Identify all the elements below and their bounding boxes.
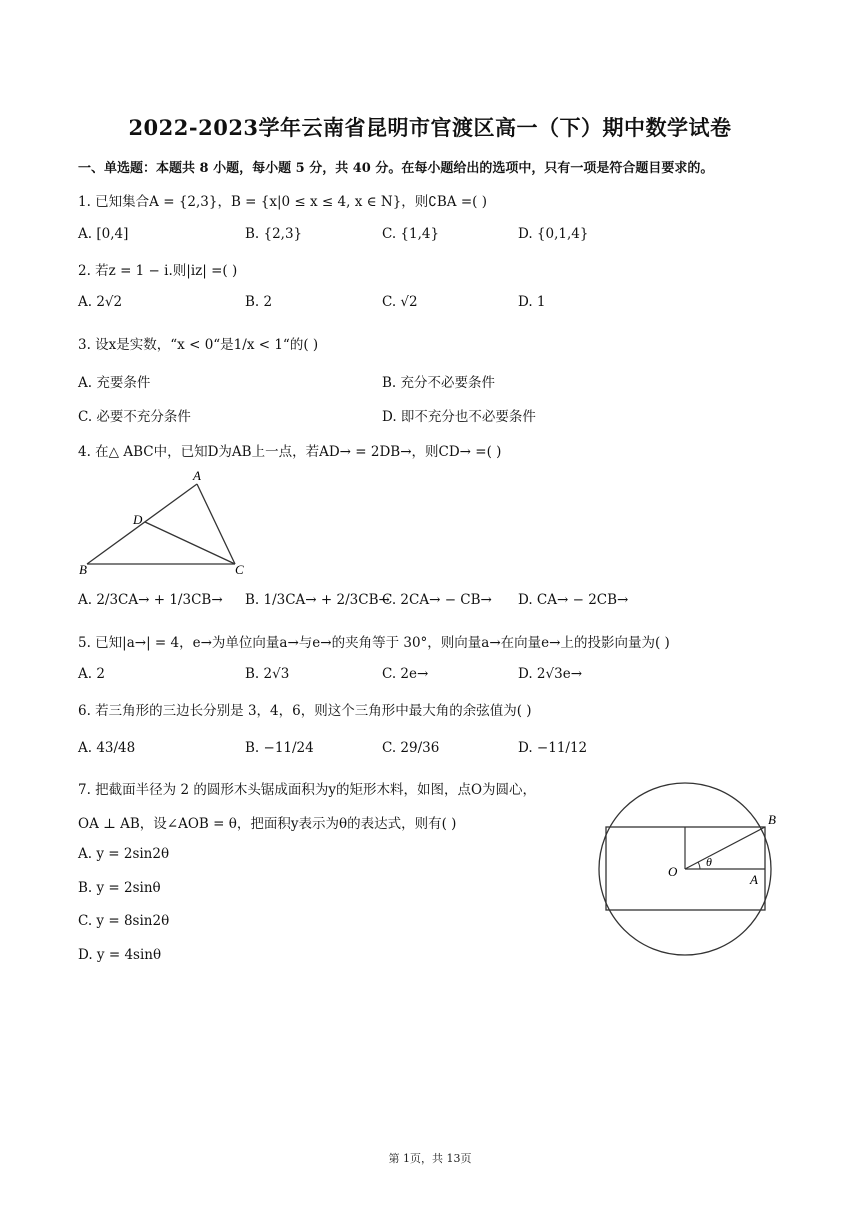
page-footer: 第 1页，共 13页 <box>388 1152 472 1165</box>
q4-option-b: B. 1/3CA→ + 2/3CB→ <box>245 592 390 608</box>
question-5-stem: 5. 已知|a→| = 4，e→为单位向量a→与e→的夹角等于 30°，则向量a→在向量e→上的投影向量为( ) <box>78 635 670 651</box>
q7-option-c: C. y = 8sin2θ <box>78 913 170 929</box>
q4-option-c: C. 2CA→ − CB→ <box>382 592 492 608</box>
q6-option-b: B. −11/24 <box>245 740 314 756</box>
triangle-figure <box>75 466 255 578</box>
label-a: A <box>750 872 758 887</box>
q5-option-d: D. 2√3e→ <box>518 666 583 682</box>
question-1-stem: 1. 已知集合A = {2,3}，B = {x|0 ≤ x ≤ 4, x ∈ N}，则∁BA =( ) <box>78 194 487 210</box>
question-2-stem: 2. 若z = 1 − i.则|iz| =( ) <box>78 263 238 279</box>
angle-arc <box>698 862 700 869</box>
label-b: B <box>768 812 776 827</box>
q2-option-c: C. √2 <box>382 294 418 310</box>
question-3-stem: 3. 设x是实数，“x < 0“是1/x < 1“的( ) <box>78 337 319 353</box>
question-7-stem: 7. 把截面半径为 2 的圆形木头锯成面积为y的矩形木料，如图，点O为圆心， <box>78 782 537 798</box>
q5-option-b: B. 2√3 <box>245 666 290 682</box>
q4-option-a: A. 2/3CA→ + 1/3CB→ <box>78 592 223 608</box>
q1-option-c: C. {1,4} <box>382 226 440 242</box>
q4-option-d: D. CA→ − 2CB→ <box>518 592 629 608</box>
question-6-stem: 6. 若三角形的三边长分别是 3，4，6，则这个三角形中最大角的余弦值为( ) <box>78 703 532 719</box>
q6-option-d: D. −11/12 <box>518 740 588 756</box>
label-a: A <box>193 468 201 483</box>
segment-cd <box>145 522 235 564</box>
side-ac <box>197 484 235 564</box>
q3-option-c: C. 必要不充分条件 <box>78 409 191 425</box>
label-theta: θ <box>706 855 712 869</box>
q7-option-d: D. y = 4sinθ <box>78 947 162 963</box>
q2-option-a: A. 2√2 <box>78 294 123 310</box>
q6-option-a: A. 43/48 <box>78 740 136 756</box>
q6-option-c: C. 29/36 <box>382 740 440 756</box>
label-d: D <box>133 512 143 527</box>
q1-option-d: D. {0,1,4} <box>518 226 589 242</box>
q1-option-a: A. [0,4] <box>78 226 129 242</box>
q3-option-b: B. 充分不必要条件 <box>382 375 496 391</box>
q7-option-a: A. y = 2sin2θ <box>78 846 170 862</box>
q7-option-b: B. y = 2sinθ <box>78 880 161 896</box>
question-7-stem-line2: OA ⊥ AB，设∠AOB = θ，把面积y表示为θ的表达式，则有( ) <box>78 816 457 832</box>
label-c: C <box>235 562 244 577</box>
q1-option-b: B. {2,3} <box>245 226 303 242</box>
section-heading: 一、单选题：本题共 8 小题，每小题 5 分，共 40 分。在每小题给出的选项中，只有一项是符合题目要求的。 <box>78 161 714 176</box>
q2-option-b: B. 2 <box>245 294 273 310</box>
q3-option-a: A. 充要条件 <box>78 375 151 391</box>
segment-ob <box>685 827 765 869</box>
q3-option-d: D. 即不充分也不必要条件 <box>382 409 536 425</box>
question-4-stem: 4. 在△ ABC中，已知D为AB上一点，若AD→ = 2DB→，则CD→ =( ) <box>78 444 502 460</box>
q5-option-a: A. 2 <box>78 666 105 682</box>
page-title: 2022-2023学年云南省昆明市官渡区高一（下）期中数学试卷 <box>128 115 732 140</box>
circle-figure <box>590 774 790 970</box>
q2-option-d: D. 1 <box>518 294 546 310</box>
q5-option-c: C. 2e→ <box>382 666 429 682</box>
label-o: O <box>668 864 678 879</box>
label-b: B <box>79 562 87 577</box>
